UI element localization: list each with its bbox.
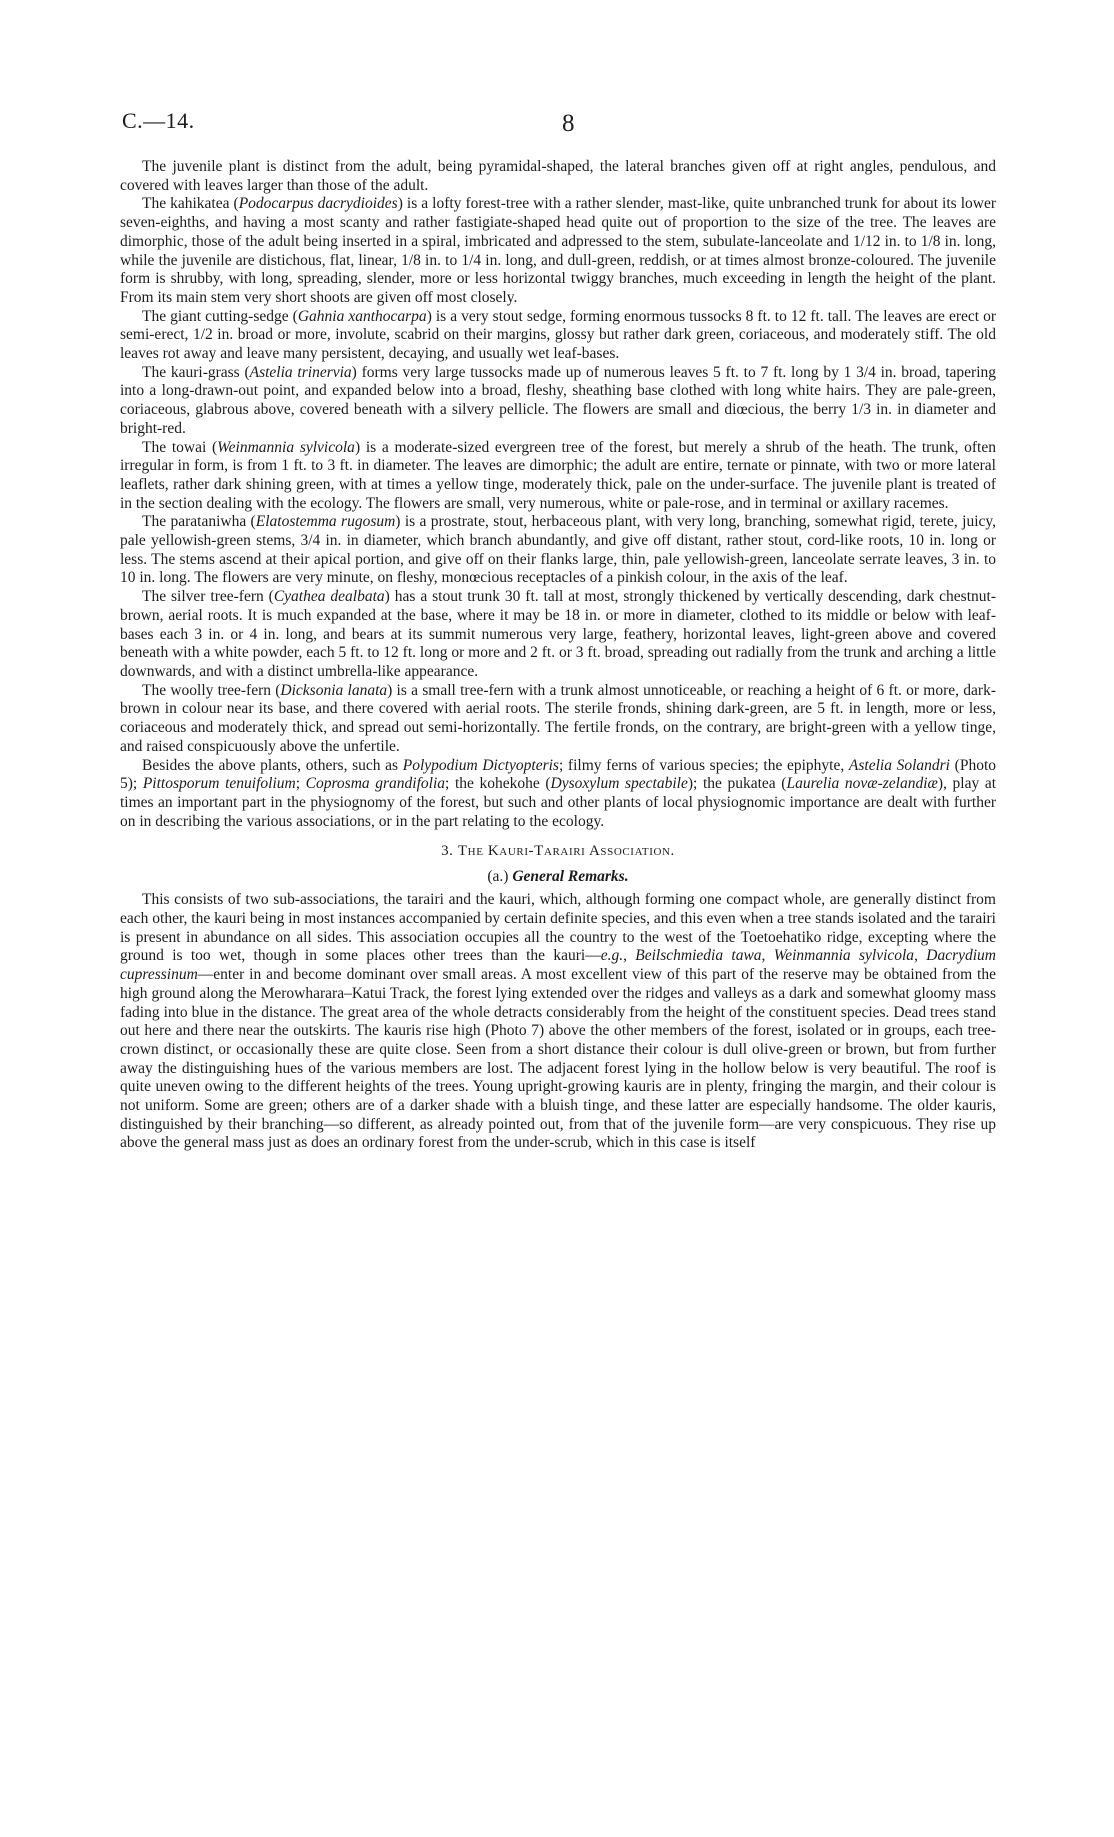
section-title: The Kauri-Tarairi Association. bbox=[457, 843, 675, 860]
italic-run: Podocarpus dacrydioides bbox=[238, 195, 398, 213]
text-run: ; the kohekohe ( bbox=[445, 775, 551, 793]
paragraph bbox=[120, 588, 996, 682]
text-run: The kauri-grass ( bbox=[142, 363, 250, 381]
paragraph bbox=[120, 364, 996, 439]
italic-run: Gahnia xanthocarpa bbox=[297, 307, 427, 325]
italic-run: Pittosporum tenuifolium bbox=[142, 775, 296, 793]
italic-run: Dysoxylum spectabile bbox=[550, 775, 688, 793]
italic-run: Astelia Solandri bbox=[848, 756, 950, 774]
document-id: C.—14. bbox=[122, 108, 195, 133]
page-header bbox=[122, 108, 992, 142]
italic-run: Polypodium Dictyopteris bbox=[402, 756, 559, 774]
text-run: ) is a lofty forest-tree with a rather slender, mast-like, quite unbranched trunk for about its lower seven-eighths, and having a most scanty and rather fastigiate-shaped head quite out of proportion to the size of the tree. The leaves are dimorphic, those of the adult being inserted in a spiral, imbricated and adpressed to the stem, subulate-lanceolate and 1/12 in. to 1/8 in. long, while the juvenile are distichous, flat, linear, 1/8 in. to 1/4 in. long, and dull-green, reddish, or at times almost bronze-coloured. The juvenile form is shrubby, with long, spreading, slender, more or less horizontal twiggy branches, much exceeding in length the height of the plant. From its main stem very short shoots are given off most closely. bbox=[120, 195, 997, 306]
paragraph bbox=[120, 891, 996, 1153]
subsection-heading bbox=[120, 867, 996, 887]
text-run: The parataniwha ( bbox=[142, 513, 256, 531]
text-run: The woolly tree-fern ( bbox=[142, 681, 281, 699]
text-run: ) is a very stout sedge, forming enormous tussocks 8 ft. to 12 ft. tall. The leaves are erect or semi-erect, 1/2 in. broad or more, involute, scabrid on their margins, glossy but rather dark green, coriaceous, and moderately stiff. The old leaves rot away and leave many persistent, decaying, and usually wet leaf-bases. bbox=[120, 307, 996, 363]
text-run: ); the pukatea ( bbox=[687, 775, 787, 793]
paragraph-list bbox=[120, 158, 996, 831]
text-run: The silver tree-fern ( bbox=[142, 588, 274, 606]
italic-run: Dicksonia lanata bbox=[280, 681, 388, 699]
italic-run: Coprosma grandifolia bbox=[305, 775, 446, 793]
text-run: , bbox=[914, 947, 927, 965]
paragraph bbox=[120, 757, 996, 832]
text-run: The kahikatea ( bbox=[142, 195, 239, 213]
italic-run: Laurelia novæ-zelandiæ bbox=[786, 775, 938, 793]
text-run: ) is a moderate-sized evergreen tree of the forest, but merely a shrub of the heath. The trunk, often irregular in form, is from 1 ft. to 3 ft. in diameter. The leaves are dimorphic; the adult are entire, ternate or pinnate, with two or more lateral leaflets, rather dark shining green, with at times a yellow tinge, moderately thick, pale on the under-surface. The juvenile plant is treated of in the section dealing with the ecology. The flowers are small, very numerous, white or pale-rose, and in terminal or axillary racemes. bbox=[120, 438, 996, 512]
paragraph bbox=[120, 439, 996, 514]
text-run: ) is a small tree-fern with a trunk almost unnoticeable, or reaching a height of 6 ft. or more, dark-brown in colour near its base, and there covered with aerial roots. The sterile fronds, shining dark-green, are 5 ft. in length, more or less, coriaceous and moderately thick, and spread out semi-horizontally. The fertile fronds, on the contrary, are bright-green with a yellow tinge, and raised conspicuously above the unfertile. bbox=[120, 681, 996, 755]
text-run: The towai ( bbox=[142, 438, 218, 456]
text-run: This consists of two sub-associations, the tarairi and the kauri, which, although forming one compact whole, are generally distinct from each other, the kauri being in most instances accompanied by certain definite species, and this even when a tree stands isolated and the tarairi is present in abundance on all sides. This association occupies all the country to the west of the Toetoehatiko ridge, excepting where the ground is too wet, though in some places other trees than the kauri— bbox=[120, 891, 996, 965]
section-number: 3. bbox=[441, 843, 454, 860]
italic-run: Weinmannia sylvicola bbox=[217, 438, 355, 456]
italic-run: Elatostemma rugosum bbox=[255, 513, 396, 531]
paragraph bbox=[120, 682, 996, 757]
italic-run: Weinmannia sylvicola bbox=[773, 947, 915, 965]
text-run: The juvenile plant is distinct from the adult, being pyramidal-shaped, the lateral branches given off at right angles, pendulous, and covered with leaves larger than those of the adult. bbox=[120, 158, 996, 194]
italic-run: e.g. bbox=[600, 947, 624, 965]
subsection-title: General Remarks. bbox=[512, 868, 629, 886]
text-run: —enter in and become dominant over small areas. A most excellent view of this part of the reserve may be obtained from the high ground along the Merowharara–Katui Track, the forest lying extended over the ridges and valleys as a dark and somewhat gloomy mass fading into blue in the distance. The great area of the whole detracts considerably from the height of the constituent species. Dead trees stand out here and there near the outskirts. The kauris rise high (Photo 7) above the other members of the forest, isolated or in groups, each tree-crown distinct, or occasionally these are quite close. Seen from a short distance their colour is dull olive-green or brown, but from further away the distinguishing hues of the various members are lost. The adjacent forest lying in the hollow below is very beautiful. The roof is quite uneven owing to the different heights of the trees. Young upright-growing kauris are in plenty, fringing the margin, and their colour is not uniform. Some are green; others are of a darker shade with a bluish tinge, and these latter are especially handsome. The older kauris, distinguished by their branching—so different, as already pointed out, from that of the juvenile form—are very conspicuous. They rise up above the general mass just as does an ordinary forest from the under-scrub, which in this case is itself bbox=[120, 966, 996, 1152]
text-run: The giant cutting-sedge ( bbox=[142, 307, 298, 325]
text-run: , bbox=[623, 947, 636, 965]
text-run: ) is a prostrate, stout, herbaceous plant, with very long, branching, somewhat rigid, terete, juicy, pale yellowish-green stems, 3/4 in. in diameter, which branch abundantly, and give off distant, rather stout, cord-like roots, 10 in. long or less. The stems ascend at their apical portion, and give off on their flanks large, thin, pale yellowish-green, lanceolate serrate leaves, 3 in. to 10 in. long. The flowers are very minute, on fleshy, monœcious receptacles of a pinkish colour, in the axis of the leaf. bbox=[120, 513, 997, 587]
paragraph bbox=[120, 308, 996, 364]
text-run: , bbox=[761, 947, 774, 965]
page-body bbox=[120, 158, 996, 1153]
italic-run: Astelia trinervia bbox=[249, 363, 352, 381]
italic-run: Dacrydium cupressinum bbox=[120, 947, 996, 984]
paragraph bbox=[120, 158, 996, 195]
text-run: (Photo 5); bbox=[120, 756, 996, 793]
text-run: ; filmy ferns of various species; the epiphyte, bbox=[558, 756, 849, 774]
text-run: ) forms very large tussocks made up of numerous leaves 5 ft. to 7 ft. long by 1 3/4 in. broad, tapering into a long-drawn-out point, and expanded below into a broad, fleshy, sheathing base clothed with long white hairs. They are pale-green, coriaceous, glabrous above, covered beneath with a silvery pellicle. The flowers are small and diœcious, the berry 1/3 in. in diameter and bright-red. bbox=[120, 363, 997, 437]
italic-run: Beilschmiedia tawa bbox=[635, 947, 762, 965]
paragraph bbox=[120, 195, 996, 307]
paragraph bbox=[120, 513, 996, 588]
page-number: 8 bbox=[562, 110, 575, 137]
subsection-label: (a.) bbox=[487, 868, 509, 886]
text-run: ; bbox=[295, 775, 306, 793]
text-run: ), play at times an important part in the physiognomy of the forest, but such and other plants of local physiognomic importance are dealt with further on in describing the various associations, or in the part relating to the ecology. bbox=[120, 775, 997, 830]
text-run: Besides the above plants, others, such as bbox=[142, 756, 403, 774]
italic-run: Cyathea dealbata bbox=[273, 588, 385, 606]
section-heading bbox=[120, 841, 996, 861]
text-run: ) has a stout trunk 30 ft. tall at most, strongly thickened by vertically descending, dark chestnut-brown, aerial roots. It is much expanded at the base, where it may be 18 in. or more in diameter, clothed to its middle or below with leaf-bases each 3 in. or 4 in. long, and bears at its summit numerous very large, feathery, horizontal leaves, light-green above and covered beneath with a white powder, each 5 ft. to 12 ft. long or more and 2 ft. or 3 ft. broad, spreading out radially from the trunk and arching a little downwards, and with a distinct umbrella-like appearance. bbox=[120, 588, 996, 680]
